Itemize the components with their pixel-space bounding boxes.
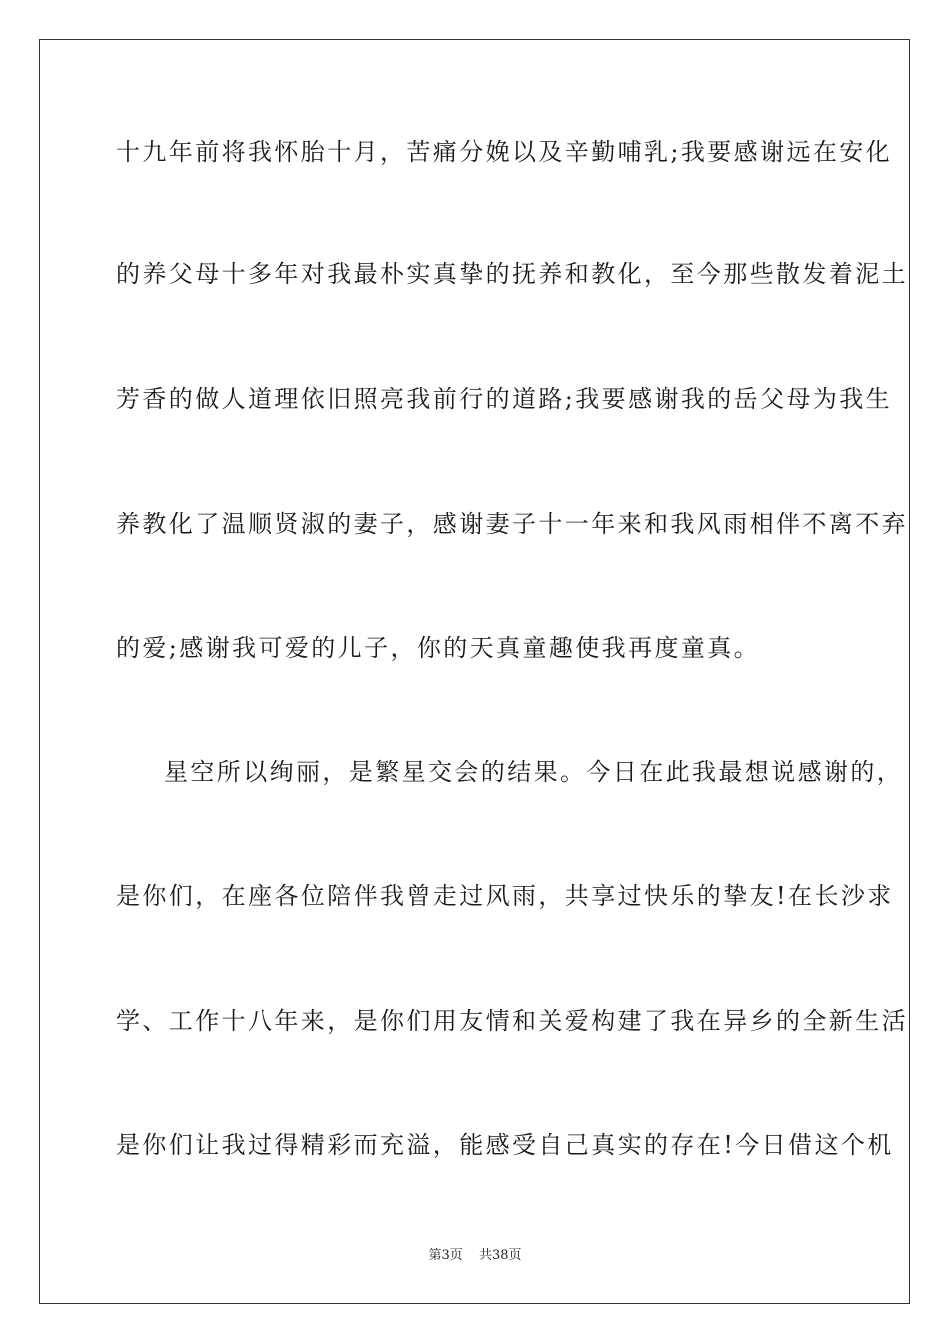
text-line-4: 养教化了温顺贤淑的妻子，感谢妻子十一年来和我风雨相伴不离不弃 <box>116 510 908 538</box>
page-footer <box>0 1248 950 1264</box>
page-border <box>39 39 910 1304</box>
text-line-3: 芳香的做人道理依旧照亮我前行的道路;我要感谢我的岳父母为我生 <box>116 385 893 413</box>
text-line-7: 是你们，在座各位陪伴我曾走过风雨，共享过快乐的挚友!在长沙求 <box>116 882 894 910</box>
text-line-8: 学、工作十八年来，是你们用友情和关爱构建了我在异乡的全新生活 <box>116 1007 908 1035</box>
text-line-6: 星空所以绚丽，是繁星交会的结果。今日在此我最想说感谢的， <box>164 758 904 786</box>
text-line-5: 的爱;感谢我可爱的儿子，你的天真童趣使我再度童真。 <box>116 634 761 662</box>
page-total: 共38页 <box>478 1248 522 1263</box>
text-line-2: 的养父母十多年对我最朴实真挚的抚养和教化，至今那些散发着泥土 <box>116 260 908 288</box>
text-line-9: 是你们让我过得精彩而充溢，能感受自己真实的存在!今日借这个机 <box>116 1131 894 1159</box>
text-line-1: 十九年前将我怀胎十月，苦痛分娩以及辛勤哺乳;我要感谢远在安化 <box>116 138 893 166</box>
page-number: 第3页 <box>428 1248 463 1263</box>
